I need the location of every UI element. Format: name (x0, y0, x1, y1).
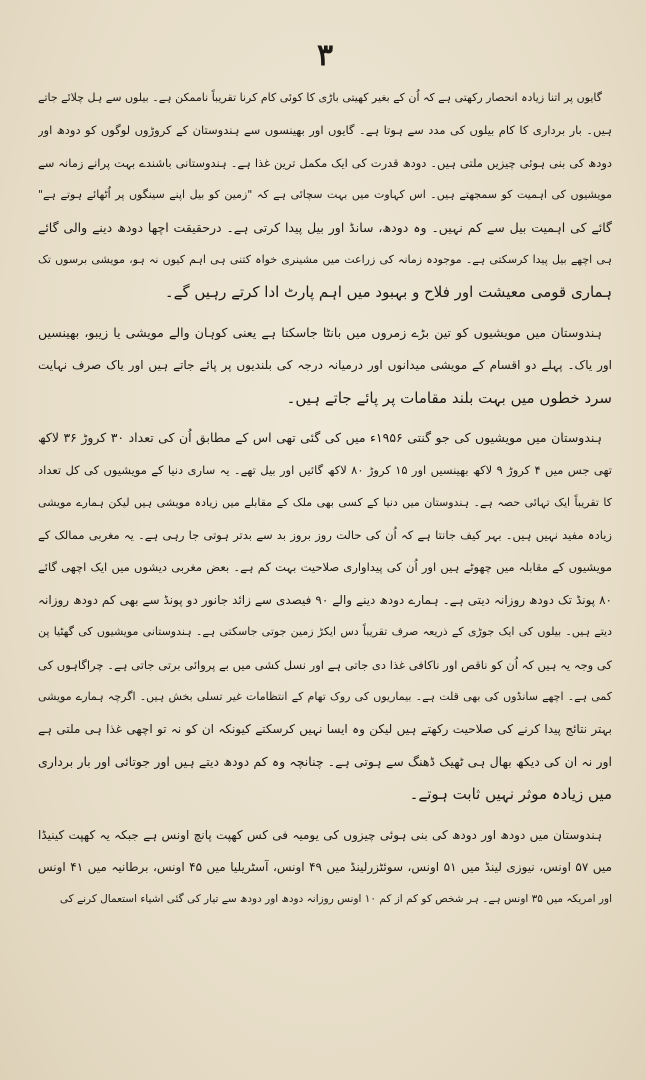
text-line: ہماری قومی معیشت اور فلاح و بہبود میں اہم پارٹ ادا کرتے رہیں گے۔ (164, 283, 612, 302)
paragraph (38, 317, 612, 414)
text-line: مویشیوں کی اہمیت کو سمجھتے ہیں۔ اس کہاوت میں بہت سچائی ہے کہ "زمین کو بیل اپنے سینگوں پر اُٹھائے ہوتے ہے" (38, 188, 612, 202)
text-line: گایوں پر اتنا زیادہ انحصار رکھتی ہے کہ اُن کے بغیر کھیتی باڑی کا کوئی کام کرنا تقریباً ناممکن ہے۔ بیلوں سے ہل چلائے جاتے (38, 91, 603, 104)
text-line: بہتر نتائج پیدا کرنے کی صلاحیت رکھتے ہیں لیکن وہ ایسا نہیں کرسکتے کیونکہ ان کو نہ تو اچھی غذا ہی ملتی ہے (38, 722, 612, 737)
text-line: ہیں۔ بار برداری کا کام بیلوں کی مدد سے ہوتا ہے۔ گایوں اور بھینسوں سے ہندوستان کے کروڑوں لوگوں کو دودھ اور (38, 123, 612, 138)
text-line: ۸۰ پونڈ تک دودھ روزانہ دیتی ہے۔ ہمارے دودھ دینے والے ۹۰ فیصدی سے زائد جانور دو پونڈ سے بھی کم دودھ روزانہ (38, 592, 612, 607)
text-line: کا تقریباً ایک تہائی حصہ ہے۔ ہندوستان میں دنیا کے کسی بھی ملک کے مقابلے میں زیادہ مویشی ہیں لیکن ہمارے مویشی (38, 495, 612, 509)
text-line: سرد خطوں میں بہت بلند مقامات پر پائے جاتے ہیں۔ (286, 388, 612, 407)
text-line: دودھ کی بنی ہوئی چیزیں ملتی ہیں۔ دودھ قدرت کی ایک مکمل ترین غذا ہے۔ ہندوستانی باشندے بہت پرانے زمانہ سے (38, 155, 612, 170)
text-line: کی وجہ یہ ہیں کہ اُن کو ناقص اور ناکافی غذا دی جاتی ہے اور نسل کشی میں بے پروائی برتی جاتی ہے۔ چراگاہوں کی (38, 657, 612, 672)
page-number: ۳ (316, 38, 334, 73)
text-line: ہندوستان میں دودھ اور دودھ کی بنی ہوئی چیزوں کی یومیہ فی کس کھپت پانچ اونس ہے جبکہ یہ کھپت کینیڈا (38, 827, 602, 842)
text-line: تھی جس میں ۴ کروڑ ۹ لاکھ بھینسیں اور ۱۵ کروڑ ۸۰ لاکھ گائیں اور بیل تھے۔ یہ ساری دنیا کے مویشیوں کی کل تعداد (38, 463, 612, 478)
text-line: اور نہ ان کی دیکھ بھال ہی ٹھیک ڈھنگ سے ہوتی ہے۔ چنانچہ وہ کم دودھ دیتے ہیں اور جوتائی اور بار برداری (38, 753, 612, 769)
text-line: اور یاک۔ پہلے دو اقسام کے مویشی میدانوں اور درمیانہ درجہ کی بلندیوں پر پائے جاتے ہیں اور یاک صرف نہایت (38, 358, 612, 373)
text-line: دیتے ہیں۔ بیلوں کی ایک جوڑی کے ذریعہ صرف تقریباً دس ایکڑ زمین جوتی جاسکتی ہے۔ ہندوستانی مویشیوں کی گھٹیا پن (38, 625, 612, 639)
text-line: ہندوستان میں مویشیوں کی جو گنتی ۱۹۵۶ء میں کی گئی تھی اس کے مطابق اُن کی تعداد ۳۰ کروڑ ۳۶ لاکھ (38, 429, 603, 445)
paragraph (38, 422, 612, 811)
text-line: ہندوستان میں مویشیوں کو تین بڑے زمروں میں بانٹا جاسکتا ہے یعنی کوہان والے مویشی یا زیبو، بھینسیں (38, 324, 602, 340)
paragraph (38, 82, 612, 309)
text-line: اور امریکہ میں ۳۵ اونس ہے۔ ہر شخص کو کم از کم ۱۰ اونس روزانہ دودھ اور دودھ سے تیار کی گئی اشیاء استعمال کرنے کی (59, 893, 612, 906)
text-line: زیادہ مفید نہیں ہیں۔ بہر کیف جانتا ہے کہ اُن کی حالت روز بروز بد سے بدتر ہوتی جا رہی ہے۔ یہ مغربی ممالک کے (38, 528, 612, 543)
text-line: میں ۵۷ اونس، نیوزی لینڈ میں ۵۱ اونس، سوئٹزرلینڈ میں ۴۹ اونس، آسٹریلیا میں ۴۵ اونس، برطانیہ میں ۴۱ اونس (38, 859, 612, 874)
paragraph (38, 819, 612, 916)
text-line: ہی اچھے بیل پیدا کرسکتی ہے۔ موجودہ زمانہ کی زراعت میں مشینری خواہ کتنی ہی اہم کیوں نہ ہو، مویشی برسوں تک (38, 252, 612, 266)
text-line: گائے کی اہمیت بیل سے کم نہیں۔ وہ دودھ، سانڈ اور بیل پیدا کرتی ہے۔ درحقیقت اچھا دودھ دینے والی گائے (38, 219, 612, 235)
text-line: کمی ہے۔ اچھے سانڈوں کی بھی قلت ہے۔ بیماریوں کی روک تھام کے انتظامات غیر تسلی بخش ہیں۔ اگرچہ ہمارے مویشی (38, 690, 612, 704)
text-line: مویشیوں کے مقابلہ میں چھوٹے ہیں اور اُن کی پیداواری صلاحیت بہت کم ہے۔ بعض مغربی دیشوں میں ایک اچھی گائے (38, 560, 612, 575)
page-body-text (38, 82, 612, 916)
text-line: میں زیادہ موثر نہیں ثابت ہوتے۔ (409, 785, 612, 804)
